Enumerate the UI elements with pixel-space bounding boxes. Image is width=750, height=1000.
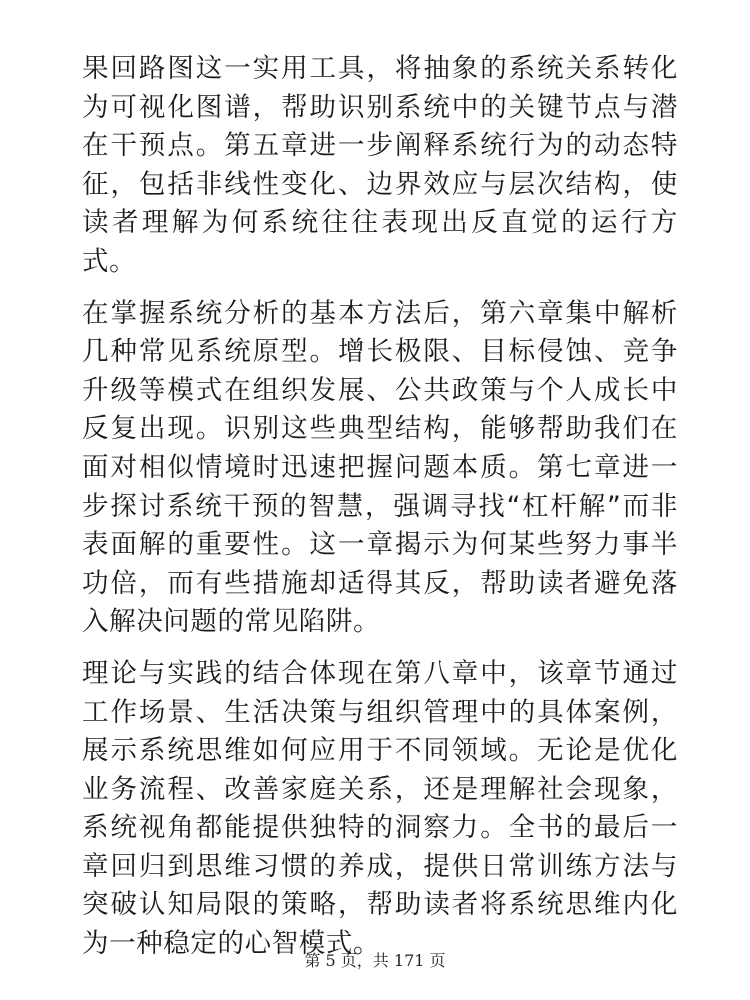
paragraph-1: 果回路图这一实用工具，将抽象的系统关系转化为可视化图谱，帮助识别系统中的关键节点与潜在干预点。第五章进一步阐释系统行为的动态特征，包括非线性变化、边界效应与层次结构，使读者理解为何系统往往表现出反直觉的运行方式。 <box>82 53 678 277</box>
paragraph-3: 理论与实践的结合体现在第八章中，该章节通过工作场景、生活决策与组织管理中的具体案例，展示系统思维如何应用于不同领域。无论是优化业务流程、改善家庭关系，还是理解社会现象，系统视角都能提供独特的洞察力。全书的最后一章回归到思维习惯的养成，提供日常训练方法与突破认知局限的策略，帮助读者将系统思维内化为一种稳定的心智模式。 <box>82 657 678 960</box>
paragraph-2: 在掌握系统分析的基本方法后，第六章集中解析几种常见系统原型。增长极限、目标侵蚀、竞争升级等模式在组织发展、公共政策与个人成长中反复出现。识别这些典型结构，能够帮助我们在面对相似情境时迅速把握问题本质。第七章进一步探讨系统干预的智慧，强调寻找“杠杆解”而非表面解的重要性。这一章揭示为何某些努力事半功倍，而有些措施却适得其反，帮助读者避免落入解决问题的常见陷阱。 <box>82 297 678 638</box>
page-footer: 第 5 页，共 171 页 <box>304 951 446 970</box>
